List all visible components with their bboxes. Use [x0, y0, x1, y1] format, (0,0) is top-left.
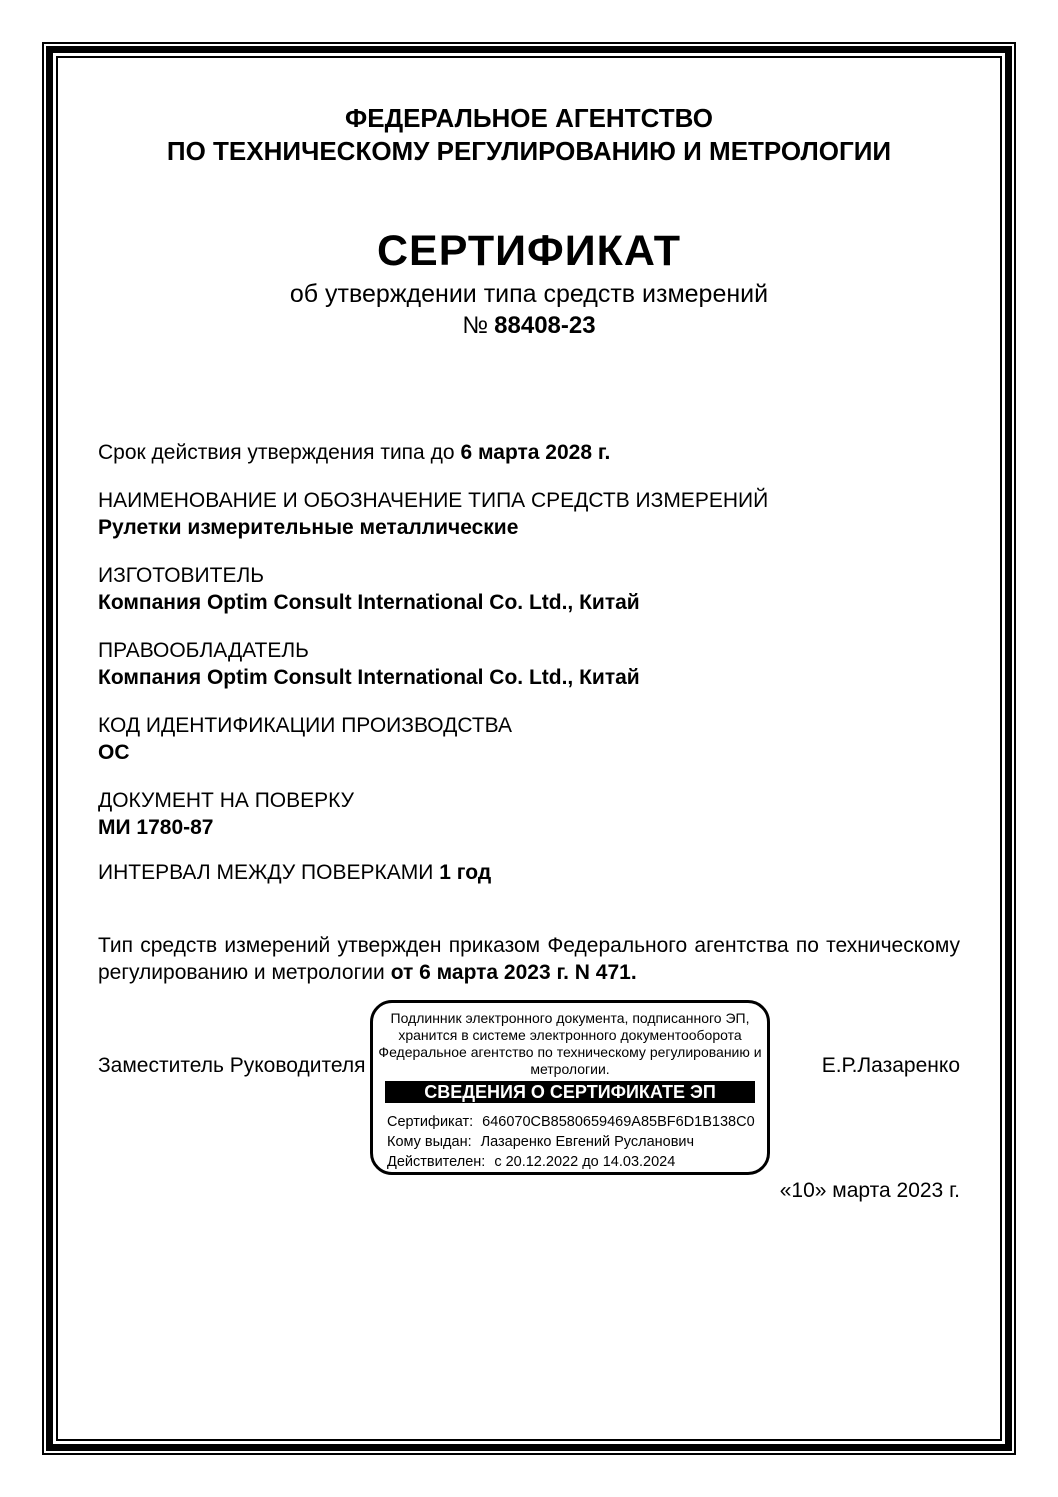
stamp-field-value: 646070CB8580659469A85BF6D1B138C0: [482, 1114, 755, 1130]
certificate-number: 88408-23: [494, 312, 596, 339]
agency-header: [98, 102, 960, 168]
stamp-field-value: с 20.12.2022 до 14.03.2024: [494, 1154, 676, 1170]
stamp-field-issued-to: [387, 1132, 767, 1152]
section-verification-document: [98, 787, 960, 841]
stamp-field-certificate: [387, 1112, 767, 1132]
stamp-field-label: Действителен:: [387, 1154, 486, 1170]
number-sign: №: [462, 312, 489, 339]
page-border-middle: [46, 46, 1012, 1451]
agency-name-line1: ФЕДЕРАЛЬНОЕ АГЕНТСТВО: [345, 103, 713, 133]
document-subtitle: об утверждении типа средств измерений: [289, 280, 769, 308]
stamp-field-valid-period: [387, 1152, 767, 1172]
signer-name: Е.Р.Лазаренко: [821, 1054, 960, 1077]
agency-name-line2: ПО ТЕХНИЧЕСКОМУ РЕГУЛИРОВАНИЮ И МЕТРОЛОГИИ: [166, 136, 892, 166]
section-label: ДОКУМЕНТ НА ПОВЕРКУ: [98, 789, 354, 812]
stamp-field-label: Сертификат:: [387, 1114, 474, 1130]
page-border-outer: [42, 42, 1016, 1455]
signature-area: [98, 1000, 960, 1175]
stamp-header-line1: Подлинник электронного документа, подписанного ЭП,: [390, 1010, 750, 1026]
validity-date: 6 марта 2028 г.: [460, 441, 611, 464]
stamp-title-bar: СВЕДЕНИЯ О СЕРТИФИКАТЕ ЭП: [385, 1081, 755, 1103]
stamp-field-label: Кому выдан:: [387, 1134, 472, 1150]
section-type-name: [98, 487, 960, 541]
section-label: НАИМЕНОВАНИЕ И ОБОЗНАЧЕНИЕ ТИПА СРЕДСТВ ИЗМЕРЕНИЙ: [98, 489, 769, 512]
signer-position: Заместитель Руководителя: [98, 1054, 366, 1077]
validity-line: [98, 439, 960, 466]
section-manufacturer: [98, 562, 960, 616]
section-label: КОД ИДЕНТИФИКАЦИИ ПРОИЗВОДСТВА: [98, 714, 512, 737]
section-value: МИ 1780-87: [98, 816, 214, 839]
section-value: Рулетки измерительные металлические: [98, 516, 519, 539]
page-border-inner: [56, 56, 1002, 1441]
document-title: СЕРТИФИКАТ: [376, 227, 682, 275]
section-label: ПРАВООБЛАДАТЕЛЬ: [98, 639, 309, 662]
validity-label: Срок действия утверждения типа до: [98, 441, 455, 464]
stamp-header-line3: Федеральное агентство по техническому регулированию и: [378, 1044, 762, 1060]
section-label: ИЗГОТОВИТЕЛЬ: [98, 564, 265, 587]
approval-order-line2: [98, 959, 960, 986]
stamp-header-line2: хранится в системе электронного документооборота: [398, 1027, 742, 1043]
stamp-field-value: Лазаренко Евгений Русланович: [480, 1134, 695, 1150]
section-value: Компания Optim Consult International Co. Ltd., Китай: [98, 666, 640, 689]
interval-value: 1 год: [439, 861, 492, 884]
section-value: Компания Optim Consult International Co. Ltd., Китай: [98, 591, 640, 614]
stamp-certificate-fields: [373, 1112, 767, 1172]
approval-order-line1: Тип средств измерений утвержден приказом Федерального агентства по техническому: [98, 934, 960, 957]
approval-order-date: от 6 марта 2023 г. N 471.: [390, 961, 637, 984]
verification-interval-line: [98, 859, 960, 886]
issue-date: «10» марта 2023 г.: [779, 1179, 960, 1202]
stamp-header-text: [373, 1010, 767, 1078]
section-production-id-code: [98, 712, 960, 766]
interval-label: ИНТЕРВАЛ МЕЖДУ ПОВЕРКАМИ: [98, 861, 434, 884]
stamp-header-line4: метрологии.: [530, 1061, 610, 1077]
section-rights-holder: [98, 637, 960, 691]
approval-order-line2-regular: регулированию и метрологии: [98, 961, 385, 984]
certificate-number-line: [98, 310, 960, 341]
digital-signature-stamp: [370, 1000, 770, 1175]
section-value: ОС: [98, 741, 130, 764]
approval-order-paragraph: [98, 932, 960, 986]
certificate-page: [58, 58, 1000, 1439]
